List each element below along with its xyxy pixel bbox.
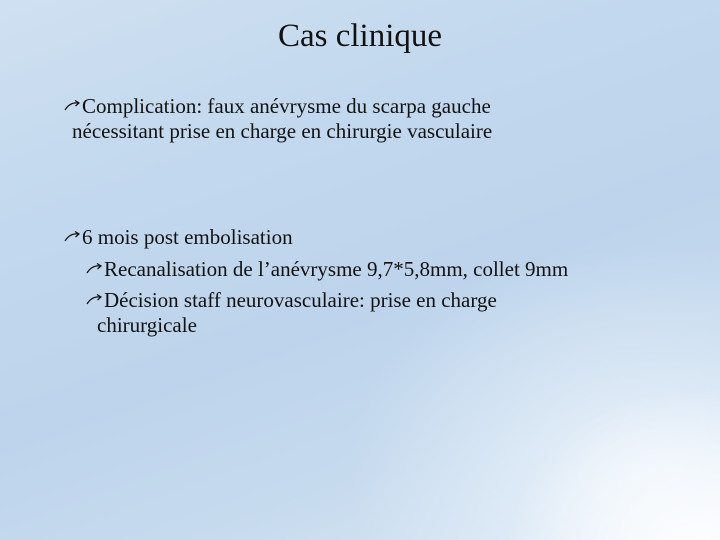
- curved-arrow-bullet-icon: [64, 230, 81, 244]
- curved-arrow-bullet-icon: [64, 99, 81, 113]
- curved-arrow-bullet-icon: [86, 293, 103, 307]
- bullet-post-embolisation: [64, 225, 664, 250]
- slide-title: Cas clinique: [277, 18, 443, 54]
- bullet-text: 6 mois post embolisation: [82, 225, 293, 249]
- subbullet-decision-staff: [86, 288, 686, 338]
- bullet-text-continued: nécessitant prise en charge en chirurgie vasculaire: [72, 119, 493, 143]
- subbullet-recanalisation: [86, 257, 706, 282]
- bullet-complication: [64, 94, 664, 144]
- curved-arrow-bullet-icon: [86, 262, 103, 276]
- subbullet-text: Recanalisation de l’anévrysme 9,7*5,8mm, collet 9mm: [104, 257, 569, 281]
- bullet-text: Complication: faux anévrysme du scarpa gauche: [82, 94, 491, 118]
- subbullet-text: Décision staff neurovasculaire: prise en charge: [104, 288, 497, 312]
- subbullet-text-continued: chirurgicale: [97, 313, 197, 337]
